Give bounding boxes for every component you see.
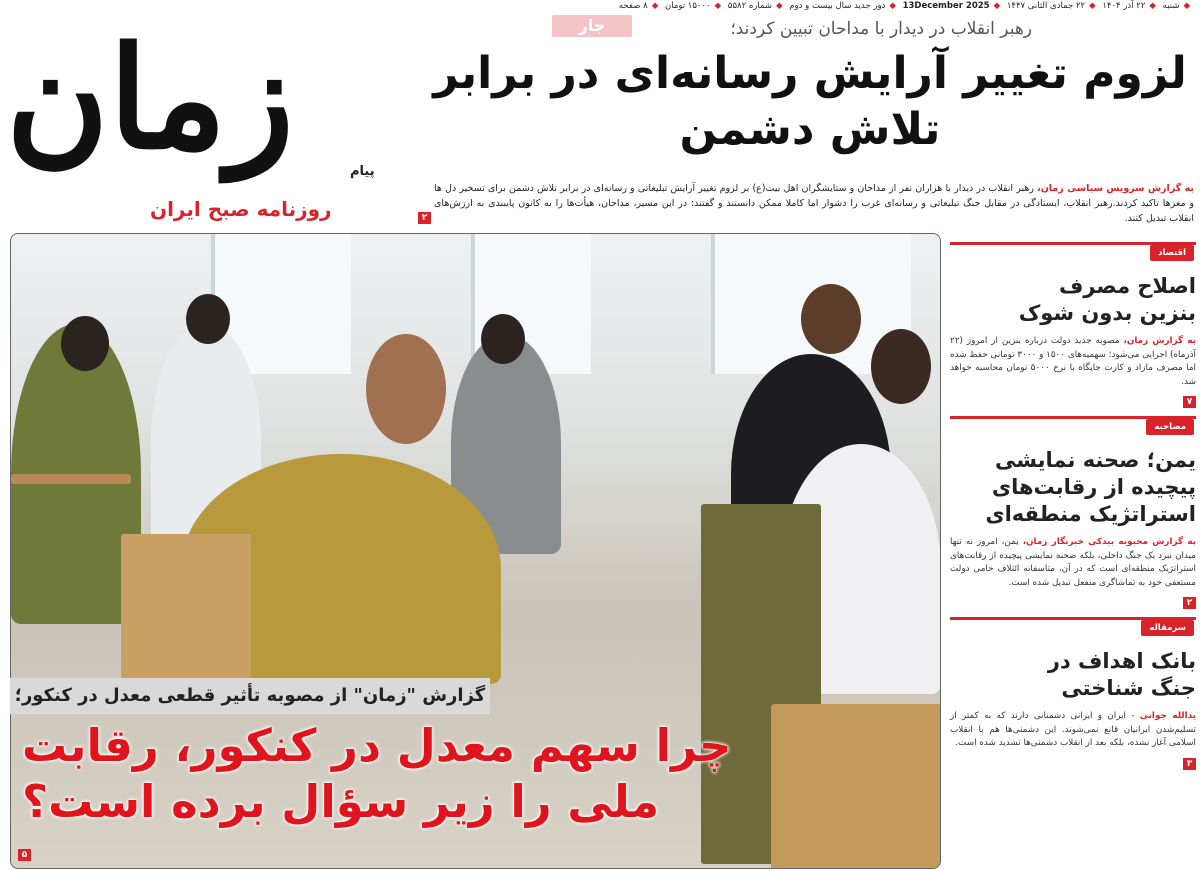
masthead-subtitle: روزنامه صبح ایران — [150, 197, 332, 221]
sidebar-stories — [950, 240, 1196, 776]
story-body: - ایران و ایرانی دشمنانی دارند که به کمتر از تسلیم‌شدن ایرانیان قانع نمی‌شوند. این دشمنی‌ها هم با انقلاب اسلامی آغاز نشده، بلکه بعد از انقلاب دشمنی‌ها تشدید شده است. — [950, 711, 1196, 748]
lead-text: رهبر انقلاب در دیدار با هزاران نفر از مداحان و ستایشگران اهل بیت(ع) بر لزوم تغییر آرایش تبلیغاتی و رسانه‌ای در برابر تلاش دشمن برای تسخیر دل ها و مغزها تاکید کردند.رهبر انقلاب، ایستادگی در مقابل جنگ تبلیغاتی و رسانه‌ای غرب را دشوار اما کاملا ممکن دانستند و گفتند: در این مسیر، مداحان، هیأت‌ها را به کانون پایبندی به ارزش‌های انقلاب تبدیل کنند. — [434, 183, 1194, 224]
story-headline[interactable]: بانک اهداف در جنگ شناختی — [1047, 649, 1196, 700]
dateline-gregorian-date: 13December 2025 — [902, 1, 990, 11]
photo-story-kicker: گزارش "زمان" از مصوبه تأثیر قطعی معدل در کنکور؛ — [10, 678, 490, 714]
story-source: به گزارش زمان، — [1123, 336, 1196, 346]
logo-wordmark: زمان — [6, 17, 295, 181]
dateline: ◆شنبه ◆۲۲ آذر ۱۴۰۴ ◆۲۲ جمادی الثانی ۱۴۴۷ ◆13December 2025 ◆دور جدید سال بیست و دوم ◆شماره ۵۵۸۲ ◆۱۵۰۰۰ تومان ◆۸ صفحه — [619, 1, 1194, 11]
lead-page-badge[interactable]: ۲ — [418, 212, 431, 224]
category-badge: اقتصاد — [1150, 245, 1194, 261]
watermark-logo: جار — [552, 15, 632, 37]
category-badge: مصاحبه — [1146, 419, 1194, 435]
lead-headline-line2: تلاش دشمن — [679, 104, 941, 155]
story-body: مصوبه جدید دولت درباره بنزین از امروز (۲۲ آذرماه) اجرایی می‌شود؛ سهمیه‌های ۱۵۰۰ و ۳۰۰۰ تومانی حفظ شده اما مصرف مازاد و کارت جایگاه با نرخ ۵۰۰۰ تومان محاسبه خواهد شد. — [950, 336, 1196, 387]
story-page-badge[interactable]: ۷ — [1183, 396, 1196, 408]
dateline-pages: ۸ صفحه — [618, 1, 648, 11]
dateline-persian-date: ۲۲ آذر ۱۴۰۴ — [1102, 1, 1146, 11]
sidebar-story-editorial[interactable] — [950, 615, 1196, 770]
masthead-payam: پیام — [350, 164, 375, 179]
lead-body — [434, 181, 1194, 226]
dateline-price: ۱۵۰۰۰ تومان — [664, 1, 711, 11]
story-headline[interactable]: یمن؛ صحنه نمایشی پیچیده از رقابت‌های استراتژیک منطقه‌ای — [985, 448, 1196, 526]
story-page-badge[interactable]: ۳ — [1183, 758, 1196, 770]
sidebar-story-economy[interactable] — [950, 240, 1196, 408]
sidebar-story-interview[interactable] — [950, 414, 1196, 609]
lead-headline[interactable] — [425, 46, 1195, 158]
dateline-day: شنبه — [1162, 1, 1180, 11]
dateline-volume: دور جدید سال بیست و دوم — [789, 1, 886, 11]
story-source: به گزارش محبوبه بیدکی خبرنگار زمان، — [1022, 537, 1196, 547]
photo-headline-line1: چرا سهم معدل در کنکور، رقابت — [22, 719, 732, 772]
photo-headline-line2: ملی را زیر سؤال برده است؟ — [22, 775, 660, 828]
lead-source: به گزارش سرویس سیاسی زمان، — [1037, 183, 1194, 194]
dateline-hijri-date: ۲۲ جمادی الثانی ۱۴۴۷ — [1006, 1, 1086, 11]
masthead-logo — [0, 14, 410, 232]
photo-story-page-badge[interactable]: ۵ — [18, 849, 31, 861]
photo-story-headline[interactable] — [22, 718, 922, 830]
story-page-badge[interactable]: ۲ — [1183, 597, 1196, 609]
lead-headline-line1: لزوم تغییر آرایش رسانه‌ای در برابر — [433, 48, 1187, 99]
category-badge: سرمقاله — [1141, 620, 1194, 636]
dateline-issue: شماره ۵۵۸۲ — [727, 1, 773, 11]
story-headline[interactable]: اصلاح مصرف بنزین بدون شوک — [1018, 274, 1196, 325]
lead-kicker: رهبر انقلاب در دیدار با مداحان تبیین کردند؛ — [730, 19, 1032, 39]
story-body: یمن، امروز نه تنها میدان نبرد یک جنگ داخلی، بلکه صحنه نمایشی پیچیده از رقابت‌های استراتژیک منطقه‌ای است که در آن، متاسفانه ائتلاف حامی دولت مستعفی خود به تماشاگری منفعل تبدیل شده است. — [950, 537, 1196, 588]
story-source: یدالله جوانی — [1139, 711, 1197, 721]
